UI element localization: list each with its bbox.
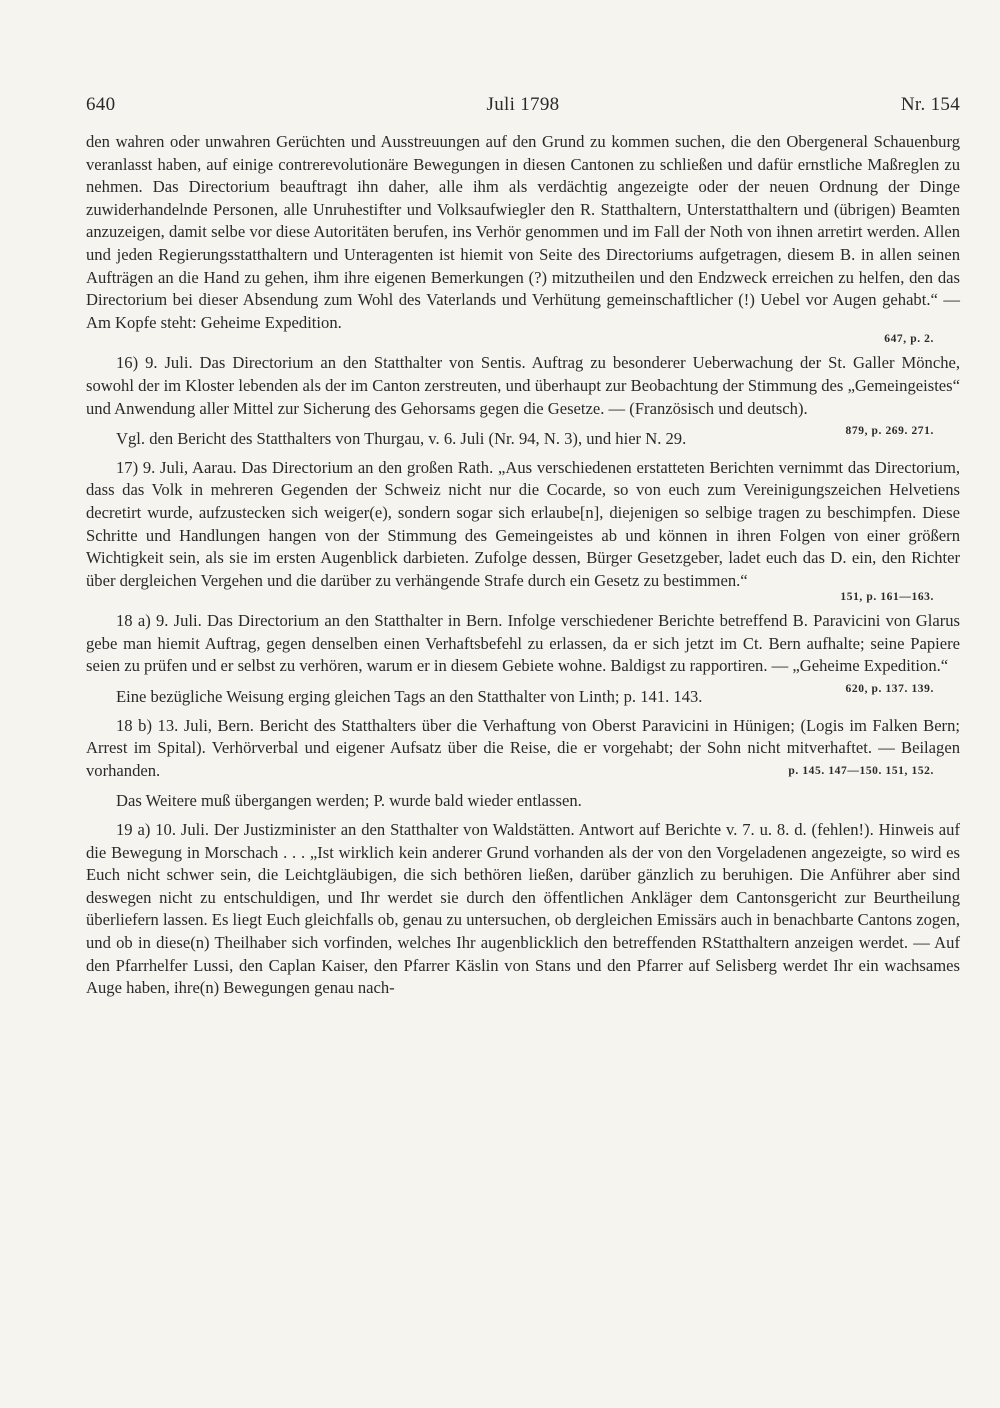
continued-paragraph: den wahren oder unwahren Gerüchten und Ausstreuungen auf den Grund zu kommen suchen, die den Obergeneral Schauenburg veranlasst haben, auf einige contrerevolutionäre Bewegungen in diesen Cantonen zu schließen und dafür ernstliche Maßreglen zu nehmen. Das Directorium beauftragt ihn daher, alle ihm als verdächtig angezeigte oder der neuen Ordnung der Dinge zuwiderhandelnde Personen, alle Unruhestifter und Volksaufwiegler den R. Statthaltern, Unterstatthaltern und (übrigen) Beamten anzuzeigen, damit selbe vor diese Autoritäten berufen, ins Verhör genommen und im Fall der Noth von ihnen arretirt werden. Allen und jeden Regierungsstatthaltern und Unteragenten ist hiemit von Seite des Directoriums aufgetragen, diesem B. in allen seinen Aufträgen an die Hand zu gehen, ihm ihre eigenen Bemerkungen (?) mitzutheilen und den Endzweck erreichen zu helfen, den das Directorium bei dieser Absendung zum Wohl des Vaterlands und Verhütung gemeinschaftlicher (!) Uebel vor Augen gehabt.“ — Am Kopfe steht: Geheime Expedition. bbox=[86, 132, 960, 332]
entry-18a-text: 18 a) 9. Juli. Das Directorium an den Statthalter in Bern. Infolge verschiedener Berichte betreffend B. Paravicini von Glarus gebe man hiemit Auftrag, gegen denselben einen Verhaftsbefehl zu erlassen, da er sich jetzt im Ct. Bern aufhalte; seine Papiere seien zu prüfen und er selbst zu verhören, warum er in diesem Gebiete wohne. Baldigst zu rapportiren. — „Geheime Expedition.“ bbox=[86, 611, 960, 676]
document-number: Nr. 154 bbox=[900, 94, 960, 115]
entry-18b-text: 18 b) 13. Juli, Bern. Bericht des Statthalters über die Verhaftung von Oberst Paravicini in Hünigen; (Logis im Falken Bern; Arrest im Spital). Verhörverbal und eigener Aufsatz über die Reise, die er vorgehabt; der Sohn nicht mitverhaftet. — Beilagen vorhanden. bbox=[86, 715, 960, 780]
source-reference: 647, p. 2. bbox=[884, 333, 934, 346]
running-date: Juli 1798 bbox=[486, 94, 560, 115]
entry-17-reference: 151, p. 161—163. bbox=[840, 591, 934, 604]
page-header bbox=[86, 94, 960, 124]
entry-18b-reference: p. 145. 147—150. 151, 152. bbox=[788, 764, 934, 777]
entry-18b-note: Das Weitere muß übergangen werden; P. wurde bald wieder entlassen. bbox=[116, 791, 582, 811]
entry-18a-reference: 620, p. 137. 139. bbox=[845, 683, 934, 696]
entry-16 bbox=[86, 352, 960, 438]
entry-18a bbox=[86, 610, 960, 696]
page-number: 640 bbox=[86, 94, 116, 115]
entry-16-note: Vgl. den Bericht des Statthalters von Thurgau, v. 6. Juli (Nr. 94, N. 3), und hier N. 29. bbox=[116, 429, 687, 449]
entry-16-text: 16) 9. Juli. Das Directorium an den Statthalter von Sentis. Auftrag zu besonderer Ueberwachung der St. Galler Mönche, sowohl der im Kloster lebenden als der im Canton zerstreuten, und überhaupt zur Beobachtung der Stimmung des „Gemeingeistes“ und Anwendung aller Mittel zur Sicherung des Gehorsams gegen die Gesetze. — (Französisch und deutsch). bbox=[86, 353, 960, 418]
entry-18a-note: Eine bezügliche Weisung erging gleichen Tags an den Statthalter von Linth; p. 141. 143. bbox=[116, 687, 703, 707]
entry-16-reference: 879, p. 269. 271. bbox=[845, 425, 934, 438]
page-body bbox=[86, 131, 960, 1000]
entry-17: 17) 9. Juli, Aarau. Das Directorium an den großen Rath. „Aus verschiedenen erstatteten Berichten vernimmt das Directorium, dass das Volk in mehreren Gegenden der Schweiz nicht nur die Cocarde, so von euch zum Vereinigungszeichen Helvetiens decretirt wurde, aufzustecken sich weiger(e), sondern sogar sich erlaube[n], diejenigen so selbige tragen zu beschimpfen. Diese Schritte und Handlungen hangen von der Stimmung des Gemeingeistes ab und können in ihren Folgen von einer größern Wichtigkeit sein, als sie im ersten Augenblick darbieten. Zufolge dessen, Bürger Gesetzgeber, ladet euch das D. ein, den Richter über dergleichen Vergehen und die darüber zu verhängende Strafe durch ein Gesetz zu bestimmen.“ bbox=[86, 457, 960, 590]
entry-18b bbox=[86, 715, 960, 783]
entry-19a: 19 a) 10. Juli. Der Justizminister an den Statthalter von Waldstätten. Antwort auf Berichte v. 7. u. 8. d. (fehlen!). Hinweis auf die Bewegung in Morschach . . . „Ist wirklich kein anderer Grund vorhanden als der von den Vorgeladenen angezeigte, so wird es Euch nicht schwer sein, die Leichtgläubigen, die sich bethören ließen, darüber gänzlich zu beruhigen. Die Anführer aber sind deswegen nicht zu entschuldigen, und Ihr werdet sie durch den öffentlichen Ankläger dem Cantonsgericht zur Beurtheilung überliefern lassen. Es liegt Euch gleichfalls ob, genau zu untersuchen, ob dergleichen Emissärs auch in benachbarte Cantons zogen, und ob in diese(n) Theilhaber sich vorfinden, welches Ihr augenblicklich den betreffenden RStatthaltern anzeigen werdet. — Auf den Pfarrhelfer Lussi, den Caplan Kaiser, den Pfarrer Käslin von Stans und den Pfarrer auf Selisberg werdet Ihr ein wachsames Auge haben, ihre(n) Bewegungen genau nach- bbox=[86, 820, 960, 998]
